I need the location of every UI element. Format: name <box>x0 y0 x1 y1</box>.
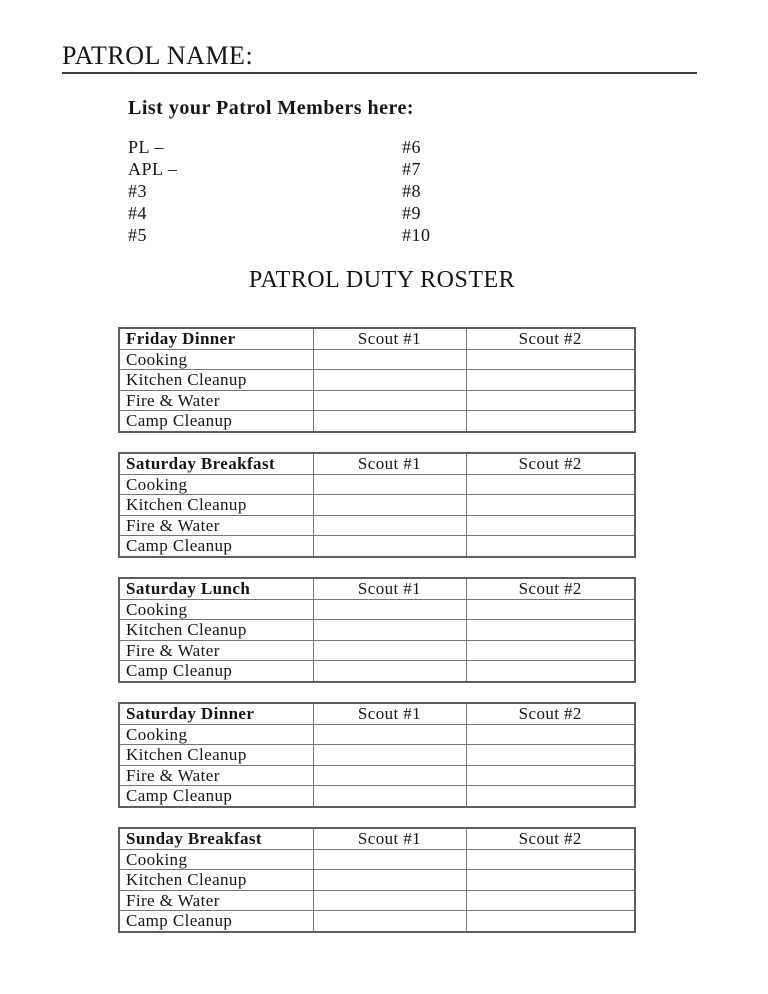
entry-cell[interactable] <box>313 724 466 745</box>
patrol-name-label: PATROL NAME: <box>62 41 254 70</box>
duty-label-kitchen-cleanup: Kitchen Cleanup <box>119 620 313 641</box>
scout2-header: Scout #2 <box>466 578 635 599</box>
entry-cell[interactable] <box>466 495 635 516</box>
scout1-header: Scout #1 <box>313 578 466 599</box>
entry-cell[interactable] <box>466 724 635 745</box>
duty-table-sunday-breakfast <box>118 827 634 933</box>
entry-cell[interactable] <box>466 474 635 495</box>
member-slot-7: #7 <box>402 159 421 179</box>
entry-cell[interactable] <box>466 620 635 641</box>
entry-cell[interactable] <box>313 474 466 495</box>
entry-cell[interactable] <box>466 515 635 536</box>
scout2-header: Scout #2 <box>466 703 635 724</box>
entry-cell[interactable] <box>466 599 635 620</box>
duty-table-saturday-lunch <box>118 577 634 683</box>
entry-cell[interactable] <box>313 620 466 641</box>
meal-title: Saturday Dinner <box>119 703 313 724</box>
duty-label-fire-water: Fire & Water <box>119 515 313 536</box>
entry-cell[interactable] <box>466 849 635 870</box>
duty-table-saturday-dinner <box>118 702 634 808</box>
entry-cell[interactable] <box>466 390 635 411</box>
scout1-header: Scout #1 <box>313 328 466 349</box>
members-list-right <box>402 136 431 246</box>
member-slot-5: #5 <box>128 225 147 245</box>
meal-title: Friday Dinner <box>119 328 313 349</box>
duty-label-fire-water: Fire & Water <box>119 890 313 911</box>
duty-label-cooking: Cooking <box>119 724 313 745</box>
entry-cell[interactable] <box>466 745 635 766</box>
duty-table-friday-dinner <box>118 327 634 433</box>
member-slot-pl: PL – <box>128 137 164 157</box>
entry-cell[interactable] <box>466 870 635 891</box>
duty-label-cooking: Cooking <box>119 849 313 870</box>
duty-label-kitchen-cleanup: Kitchen Cleanup <box>119 870 313 891</box>
entry-cell[interactable] <box>313 599 466 620</box>
entry-cell[interactable] <box>313 786 466 807</box>
duty-label-camp-cleanup: Camp Cleanup <box>119 536 313 557</box>
duty-label-cooking: Cooking <box>119 599 313 620</box>
meal-title: Saturday Lunch <box>119 578 313 599</box>
scout1-header: Scout #1 <box>313 453 466 474</box>
entry-cell[interactable] <box>466 786 635 807</box>
member-slot-9: #9 <box>402 203 421 223</box>
entry-cell[interactable] <box>313 370 466 391</box>
duty-label-camp-cleanup: Camp Cleanup <box>119 411 313 432</box>
duty-label-kitchen-cleanup: Kitchen Cleanup <box>119 495 313 516</box>
duty-label-fire-water: Fire & Water <box>119 390 313 411</box>
duty-label-fire-water: Fire & Water <box>119 640 313 661</box>
entry-cell[interactable] <box>313 349 466 370</box>
entry-cell[interactable] <box>313 661 466 682</box>
scout1-header: Scout #1 <box>313 828 466 849</box>
entry-cell[interactable] <box>313 870 466 891</box>
entry-cell[interactable] <box>313 765 466 786</box>
duty-label-kitchen-cleanup: Kitchen Cleanup <box>119 370 313 391</box>
entry-cell[interactable] <box>313 536 466 557</box>
entry-cell[interactable] <box>466 349 635 370</box>
entry-cell[interactable] <box>313 849 466 870</box>
entry-cell[interactable] <box>313 495 466 516</box>
entry-cell[interactable] <box>313 890 466 911</box>
patrol-name-blank[interactable] <box>253 43 697 71</box>
member-slot-apl: APL – <box>128 159 178 179</box>
roster-title: PATROL DUTY ROSTER <box>248 267 516 293</box>
members-heading: List your Patrol Members here: <box>128 97 415 119</box>
member-slot-6: #6 <box>402 137 421 157</box>
members-list-left <box>128 136 177 246</box>
entry-cell[interactable] <box>313 745 466 766</box>
scout2-header: Scout #2 <box>466 328 635 349</box>
entry-cell[interactable] <box>466 911 635 932</box>
scout2-header: Scout #2 <box>466 828 635 849</box>
entry-cell[interactable] <box>466 411 635 432</box>
duty-label-cooking: Cooking <box>119 349 313 370</box>
entry-cell[interactable] <box>313 911 466 932</box>
member-slot-3: #3 <box>128 181 147 201</box>
duty-label-kitchen-cleanup: Kitchen Cleanup <box>119 745 313 766</box>
meal-title: Sunday Breakfast <box>119 828 313 849</box>
entry-cell[interactable] <box>313 640 466 661</box>
member-slot-10: #10 <box>402 225 431 245</box>
entry-cell[interactable] <box>466 765 635 786</box>
meal-title: Saturday Breakfast <box>119 453 313 474</box>
patrol-name-row <box>62 41 697 74</box>
duty-label-camp-cleanup: Camp Cleanup <box>119 661 313 682</box>
member-slot-4: #4 <box>128 203 147 223</box>
duty-table-saturday-breakfast <box>118 452 634 558</box>
entry-cell[interactable] <box>466 640 635 661</box>
duty-label-fire-water: Fire & Water <box>119 765 313 786</box>
entry-cell[interactable] <box>466 661 635 682</box>
duty-label-cooking: Cooking <box>119 474 313 495</box>
entry-cell[interactable] <box>466 536 635 557</box>
duty-label-camp-cleanup: Camp Cleanup <box>119 911 313 932</box>
scout1-header: Scout #1 <box>313 703 466 724</box>
entry-cell[interactable] <box>313 411 466 432</box>
member-slot-8: #8 <box>402 181 421 201</box>
entry-cell[interactable] <box>313 515 466 536</box>
entry-cell[interactable] <box>313 390 466 411</box>
duty-label-camp-cleanup: Camp Cleanup <box>119 786 313 807</box>
scout2-header: Scout #2 <box>466 453 635 474</box>
entry-cell[interactable] <box>466 370 635 391</box>
entry-cell[interactable] <box>466 890 635 911</box>
